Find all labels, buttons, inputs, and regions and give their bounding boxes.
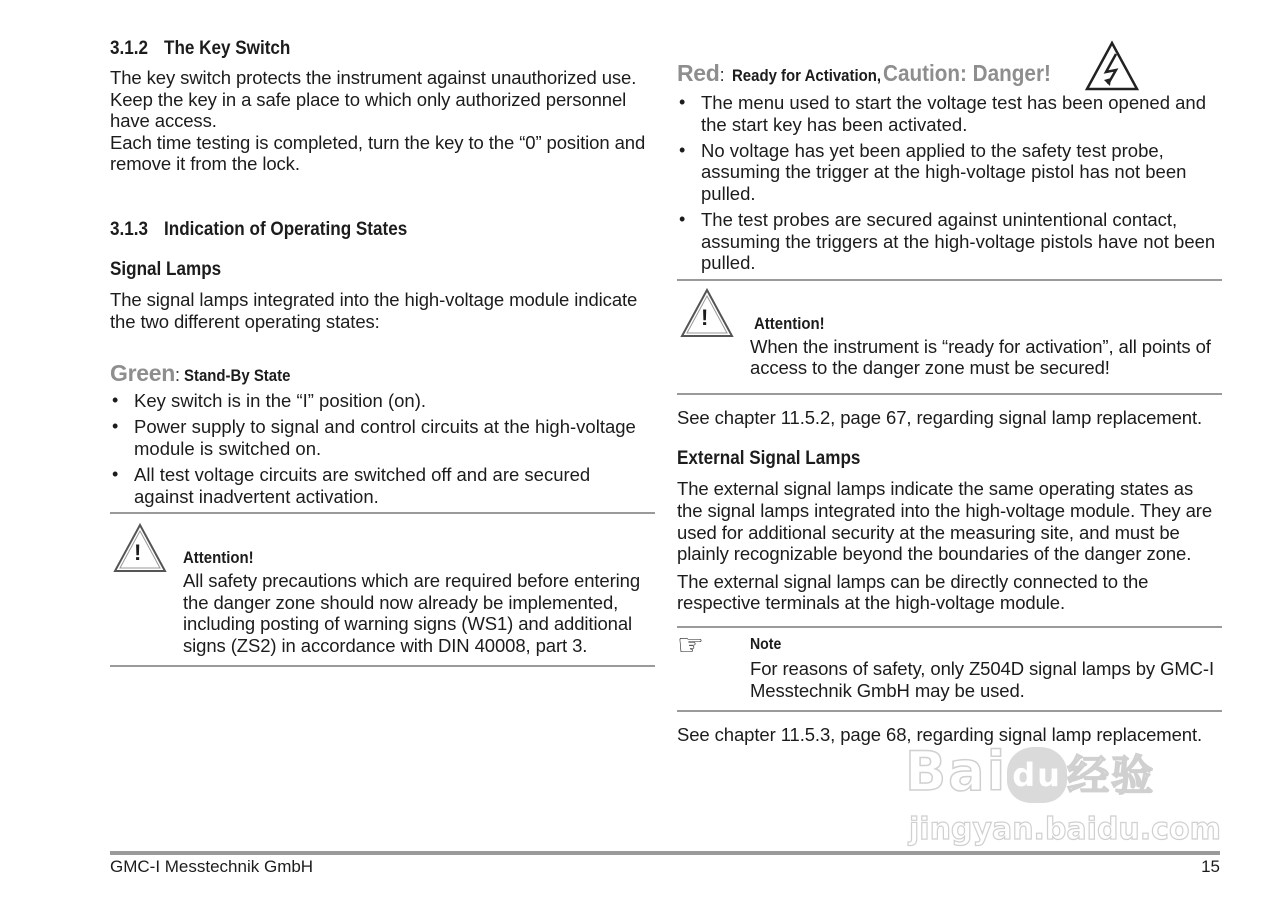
signal-lamps-paragraph: The signal lamps integrated into the high-voltage module indicate the two different operating states: xyxy=(110,288,638,332)
caution-danger-label: Caution: Danger! xyxy=(883,60,1052,86)
left-column xyxy=(110,32,655,667)
red-state-desc: Ready for Activation, xyxy=(732,66,882,85)
section-3-1-2-title: 3.1.2 The Key Switch xyxy=(110,38,291,59)
warning-exclamation-icon: ! xyxy=(134,540,142,566)
red-state-name: Red xyxy=(677,60,720,86)
note-heading: Note xyxy=(750,635,782,653)
right-column xyxy=(677,32,1222,746)
list-item: • The test probes are secured against unintentional contact, assuming the triggers at the high-voltage pistols have not been pulled. xyxy=(677,209,1222,274)
watermark-paw: du xyxy=(1007,747,1067,803)
list-item: • All test voltage circuits are switched off and are secured against inadvertent activation. xyxy=(110,464,655,507)
attention-box-1 xyxy=(110,512,655,667)
external-lamps-paragraph-1: The external signal lamps indicate the same operating states as the signal lamps integrated into the high-voltage module. They are used for additional security at the measuring site, and must be plainly recognizable beyond the boundaries of the danger zone. xyxy=(677,478,1213,565)
note-box xyxy=(677,626,1222,712)
baidu-jingyan-watermark xyxy=(905,710,1221,860)
external-lamps-paragraph-2: The external signal lamps can be directly connected to the respective terminals at the high-voltage module. xyxy=(677,570,1149,614)
note-text: For reasons of safety, only Z504D signal lamps by GMC-I Messtechnik GmbH may be used. xyxy=(750,657,1215,701)
red-bullet-list xyxy=(677,92,1222,274)
footer-company: GMC-I Messtechnik GmbH xyxy=(110,857,314,876)
attention-box-2 xyxy=(677,279,1222,395)
green-state-name: Green xyxy=(110,360,175,387)
signal-lamps-heading: Signal Lamps xyxy=(110,258,222,280)
see-chapter-11-5-2: See chapter 11.5.2, page 67, regarding signal lamp replacement. xyxy=(677,406,1203,428)
attention-1-heading: Attention! xyxy=(183,548,254,568)
list-item: • Power supply to signal and control circuits at the high-voltage module is switched on. xyxy=(110,416,655,459)
footer-rule xyxy=(110,851,1220,855)
attention-1-text: All safety precautions which are required before entering the danger zone should now already be implemented, including posting of warning signs (WS1) and additional signs (ZS2) in accordance with DIN 40008, part 3. xyxy=(183,570,641,656)
section-3-1-3-title: 3.1.3 Indication of Operating States xyxy=(110,218,408,240)
high-voltage-warning-icon xyxy=(1084,40,1140,92)
list-item: • No voltage has yet been applied to the safety test probe, assuming the trigger at the high-voltage pistol has not been pulled. xyxy=(677,140,1222,205)
attention-2-heading: Attention! xyxy=(754,313,825,333)
green-state-line: Green: Stand-By State xyxy=(110,360,291,387)
see-chapter-11-5-3: See chapter 11.5.3, page 68, regarding signal lamp replacement. xyxy=(677,723,1203,745)
key-switch-paragraph-1: The key switch protects the instrument against unauthorized use. Keep the key in a safe place to which only authorized personnel have access. xyxy=(110,67,637,132)
green-state-desc: Stand-By State xyxy=(184,366,291,386)
watermark-url: jingyan.baidu.com xyxy=(909,812,1221,847)
red-state-line: Red: Ready for Activation, Caution: Danger! xyxy=(677,60,1222,87)
warning-exclamation-icon: ! xyxy=(701,304,709,330)
external-signal-lamps-heading: External Signal Lamps xyxy=(677,448,861,470)
list-item: • Key switch is in the “I” position (on). xyxy=(110,390,655,412)
pointing-hand-icon: ☞ xyxy=(677,627,704,663)
footer-page-number: 15 xyxy=(1201,857,1220,876)
watermark-logo: Bai du 经验 xyxy=(905,740,1156,803)
list-item: • The menu used to start the voltage test has been opened and the start key has been activated. xyxy=(677,92,1222,135)
green-bullet-list xyxy=(110,390,655,507)
attention-2-text: When the instrument is “ready for activation”, all points of access to the danger zone must be secured! xyxy=(750,335,1211,379)
key-switch-paragraph-2: Each time testing is completed, turn the key to the “0” position and remove it from the lock. xyxy=(110,131,646,175)
